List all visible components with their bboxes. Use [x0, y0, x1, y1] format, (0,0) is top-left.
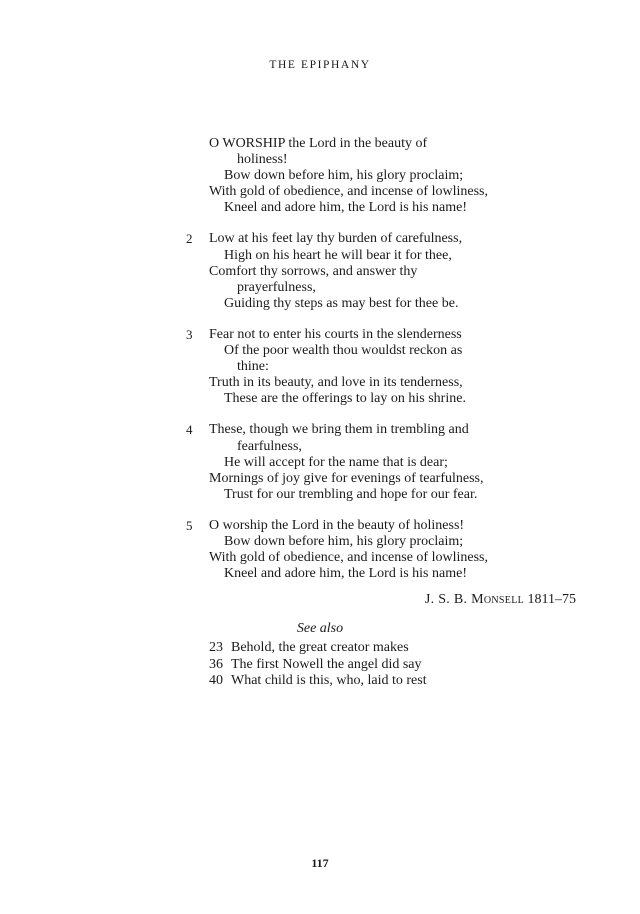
verse-line: O WORSHIP the Lord in the beauty of [209, 136, 428, 151]
see-also-item [209, 640, 427, 657]
verse-line: thine: [237, 359, 269, 375]
verse-line: Bow down before him, his glory proclaim; [224, 533, 464, 549]
see-also-heading: See also [296, 621, 344, 636]
hymn-number: 40 [209, 673, 223, 688]
verse-line: O worship the Lord in the beauty of holiness! [209, 517, 465, 533]
verse-line: With gold of obedience, and incense of lowliness, [209, 550, 488, 566]
verse [0, 231, 640, 311]
verse-line: Guiding thy steps as may best for thee be. [224, 295, 459, 311]
verse-line: These, though we bring them in trembling and [209, 422, 469, 438]
see-also-item [209, 673, 427, 690]
hymn-number: 36 [209, 656, 223, 672]
verse-line: Truth in its beauty, and love in its tenderness, [209, 375, 463, 391]
page-number: 117 [311, 856, 329, 870]
verse [0, 136, 640, 216]
verse-line: Low at his feet lay thy burden of carefulness, [209, 231, 463, 247]
hymn-title: Behold, the great creator makes [231, 640, 409, 655]
author-dates: 1811–75 [527, 592, 576, 607]
verse [0, 422, 640, 502]
running-head: THE EPIPHANY [269, 59, 371, 71]
verse-line: Kneel and adore him, the Lord is his name! [224, 566, 467, 582]
verse-line: With gold of obedience, and incense of lowliness, [209, 184, 488, 200]
hymn-title: What child is this, who, laid to rest [231, 673, 427, 688]
verse-line: Trust for our trembling and hope for our fear. [224, 486, 478, 502]
verse-line: prayerfulness, [237, 279, 316, 295]
verse-line: Mornings of joy give for evenings of tearfulness, [209, 470, 484, 486]
verse-number: 4 [186, 422, 193, 438]
verse-line: Comfort thy sorrows, and answer thy [209, 263, 418, 279]
verse-number: 3 [186, 326, 193, 342]
author-name: J. S. B. Monsell [424, 592, 525, 607]
verse-line: Bow down before him, his glory proclaim; [224, 168, 464, 184]
verse-line: fearfulness, [237, 438, 302, 454]
verse-line: High on his heart he will bear it for thee, [224, 247, 452, 263]
hymn-title: The first Nowell the angel did say [231, 656, 422, 672]
see-also-item [209, 657, 427, 674]
verse-line: Fear not to enter his courts in the slenderness [209, 326, 462, 342]
hymn-text [0, 136, 640, 597]
verse-number: 5 [186, 517, 193, 533]
verse [0, 518, 640, 582]
verse-number: 2 [186, 231, 193, 247]
hymn-number: 23 [209, 640, 223, 655]
verse-line: holiness! [237, 152, 288, 168]
verse [0, 327, 640, 407]
verse-line: Of the poor wealth thou wouldst reckon as [224, 343, 463, 359]
verse-line: These are the offerings to lay on his shrine. [224, 391, 466, 407]
verse-line: He will accept for the name that is dear; [224, 454, 448, 470]
verse-line: Kneel and adore him, the Lord is his name! [224, 200, 467, 216]
see-also-list [209, 640, 427, 690]
author-attribution [425, 592, 576, 608]
